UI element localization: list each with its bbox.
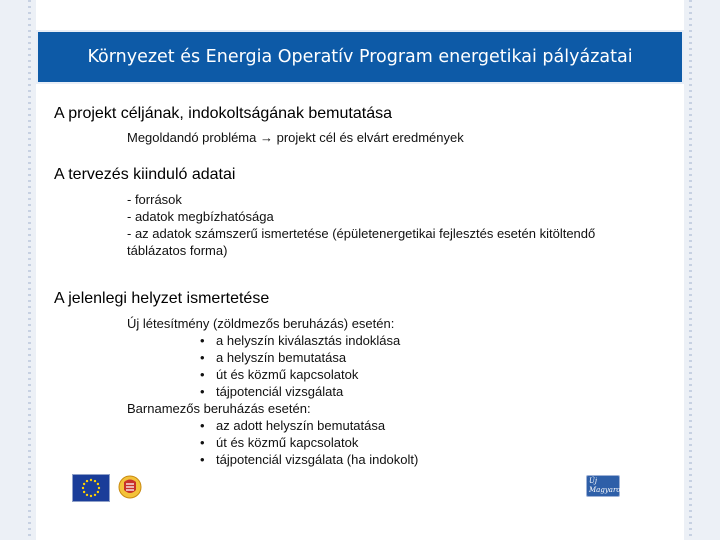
group-label: Új létesítmény (zöldmezős beruházás) esetén: [127,316,395,331]
section-line: - adatok megbízhatósága [127,209,274,224]
left-dot-column [28,0,31,540]
bullet-icon: • [200,418,205,433]
uj-magyarorszag-logo-icon: Új Magyarország [586,475,620,497]
right-dot-column [689,0,692,540]
bullet-icon: • [200,333,205,348]
bullet-icon: • [200,384,205,399]
bullet-icon: • [200,452,205,467]
section-line: - az adatok számszerű ismertetése (épületenergetikai fejlesztés esetén kitöltendő [127,226,596,241]
list-item: • út és közmű kapcsolatok [200,367,359,382]
list-item: • a helyszín bemutatása [200,350,347,365]
list-item: • út és közmű kapcsolatok [200,435,359,450]
list-item: • az adott helyszín bemutatása [200,418,386,433]
slide-title: Környezet és Energia Operatív Program energetikai pályázatai [36,30,684,84]
list-item: • tájpotenciál vizsgálata [200,384,344,399]
eu-flag-icon [72,474,110,502]
hungarian-emblem-icon [118,474,142,500]
group-label: Barnamezős beruházás esetén: [127,401,311,416]
section-line: Megoldandó probléma → projekt cél és elvárt eredmények [127,130,464,145]
section-heading: A jelenlegi helyzet ismertetése [54,290,270,307]
slide-content [54,104,674,468]
bullet-icon: • [200,350,205,365]
section-heading: A tervezés kiinduló adatai [54,166,236,183]
list-item: • a helyszín kiválasztás indoklása [200,333,401,348]
bullet-icon: • [200,435,205,450]
bullet-icon: • [200,367,205,382]
section-line: - források [127,192,182,207]
section-line: táblázatos forma) [127,243,228,258]
list-item: • tájpotenciál vizsgálata (ha indokolt) [200,452,419,467]
section-heading: A projekt céljának, indokoltságának bemutatása [54,105,392,122]
